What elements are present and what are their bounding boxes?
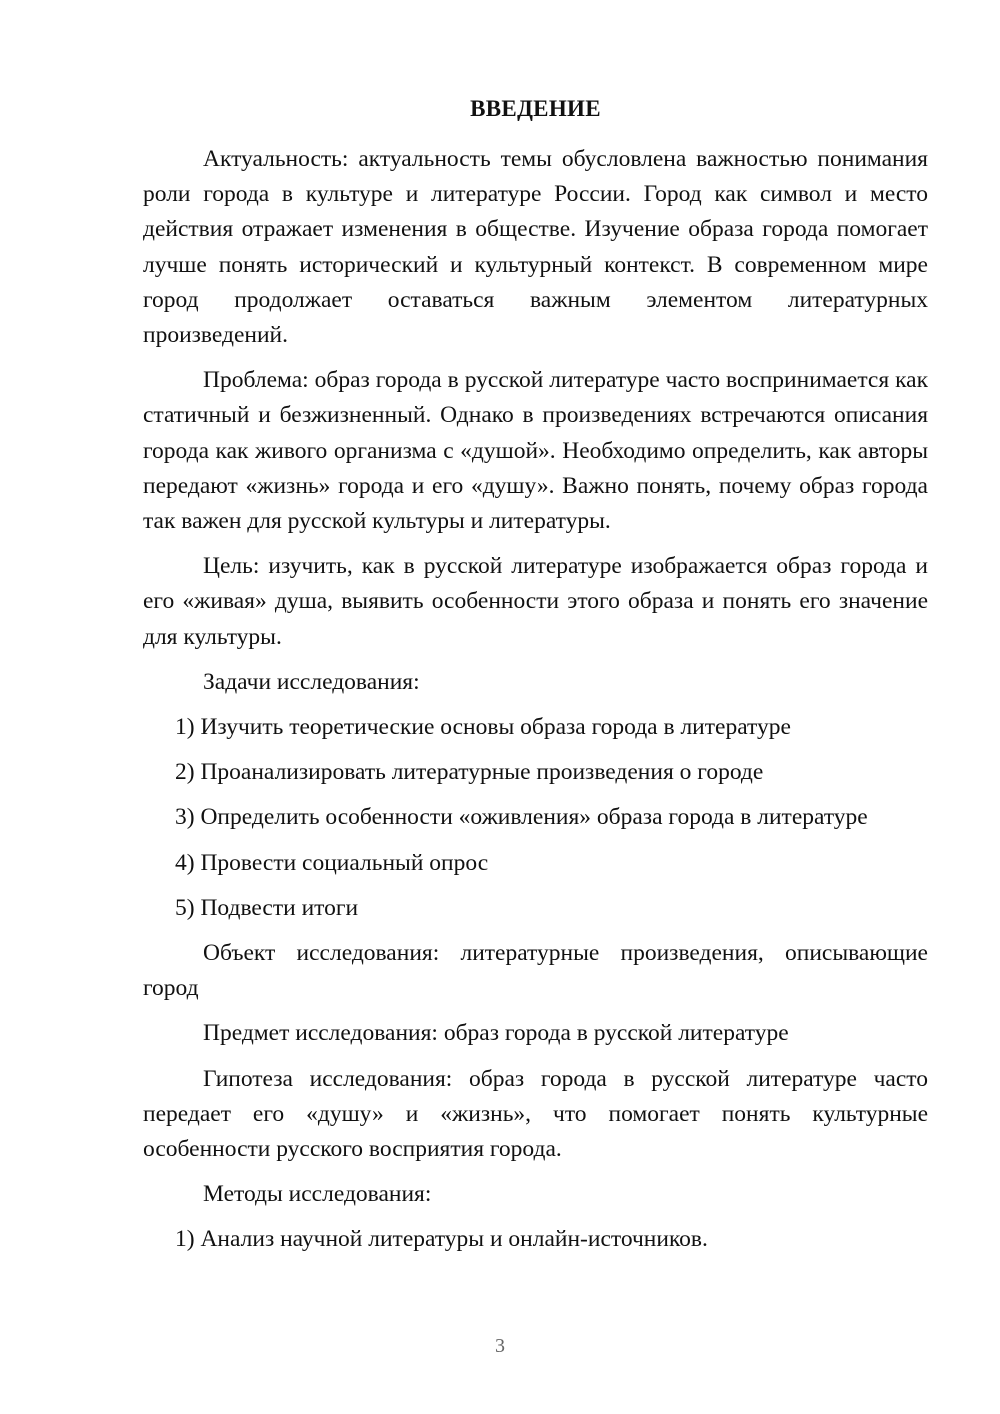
- section-title: ВВЕДЕНИЕ: [470, 96, 601, 121]
- problem-paragraph: Проблема: образ города в русской литературе часто воспринимается как статичный и безжизненный. Однако в произведениях встречаются описания города как живого организма с «душой». Необходимо определить, как авторы передают «жизнь» города и его «душу». Важно понять, почему образ города так важен для русской культуры и литературы.: [143, 367, 928, 535]
- tasks-heading: Задачи исследования:: [203, 668, 420, 695]
- relevance-paragraph: Актуальность: актуальность темы обусловлена важностью понимания роли города в культуре и литературе России. Город как символ и место действия отражает изменения в обществе. Изучение образа города помогает лучше понять исторический и культурный контекст. В современном мире город продолжает оставаться важным элементом литературных произведений.: [143, 146, 928, 349]
- task-item: 5) Подвести итоги: [175, 894, 359, 921]
- task-item: 1) Изучить теоретические основы образа города в литературе: [175, 714, 791, 741]
- method-item: 1) Анализ научной литературы и онлайн-источников.: [175, 1226, 708, 1253]
- page-number: 3: [495, 1335, 505, 1357]
- subject-paragraph: Предмет исследования: образ города в русской литературе: [203, 1020, 789, 1047]
- methods-heading: Методы исследования:: [203, 1181, 432, 1208]
- task-item: 4) Провести социальный опрос: [175, 849, 489, 876]
- task-item: 2) Проанализировать литературные произведения о городе: [175, 759, 764, 786]
- object-paragraph: Объект исследования: литературные произведения, описывающие город: [143, 940, 928, 1002]
- hypothesis-paragraph: Гипотеза исследования: образ города в русской литературе часто передает его «душу» и «жизнь», что помогает понять культурные особенности русского восприятия города.: [143, 1065, 928, 1163]
- document-body: [143, 142, 928, 1258]
- task-item: 3) Определить особенности «оживления» образа города в литературе: [175, 804, 868, 831]
- goal-paragraph: Цель: изучить, как в русской литературе изображается образ города и его «живая» душа, выявить особенности этого образа и понять его значение для культуры.: [143, 553, 928, 650]
